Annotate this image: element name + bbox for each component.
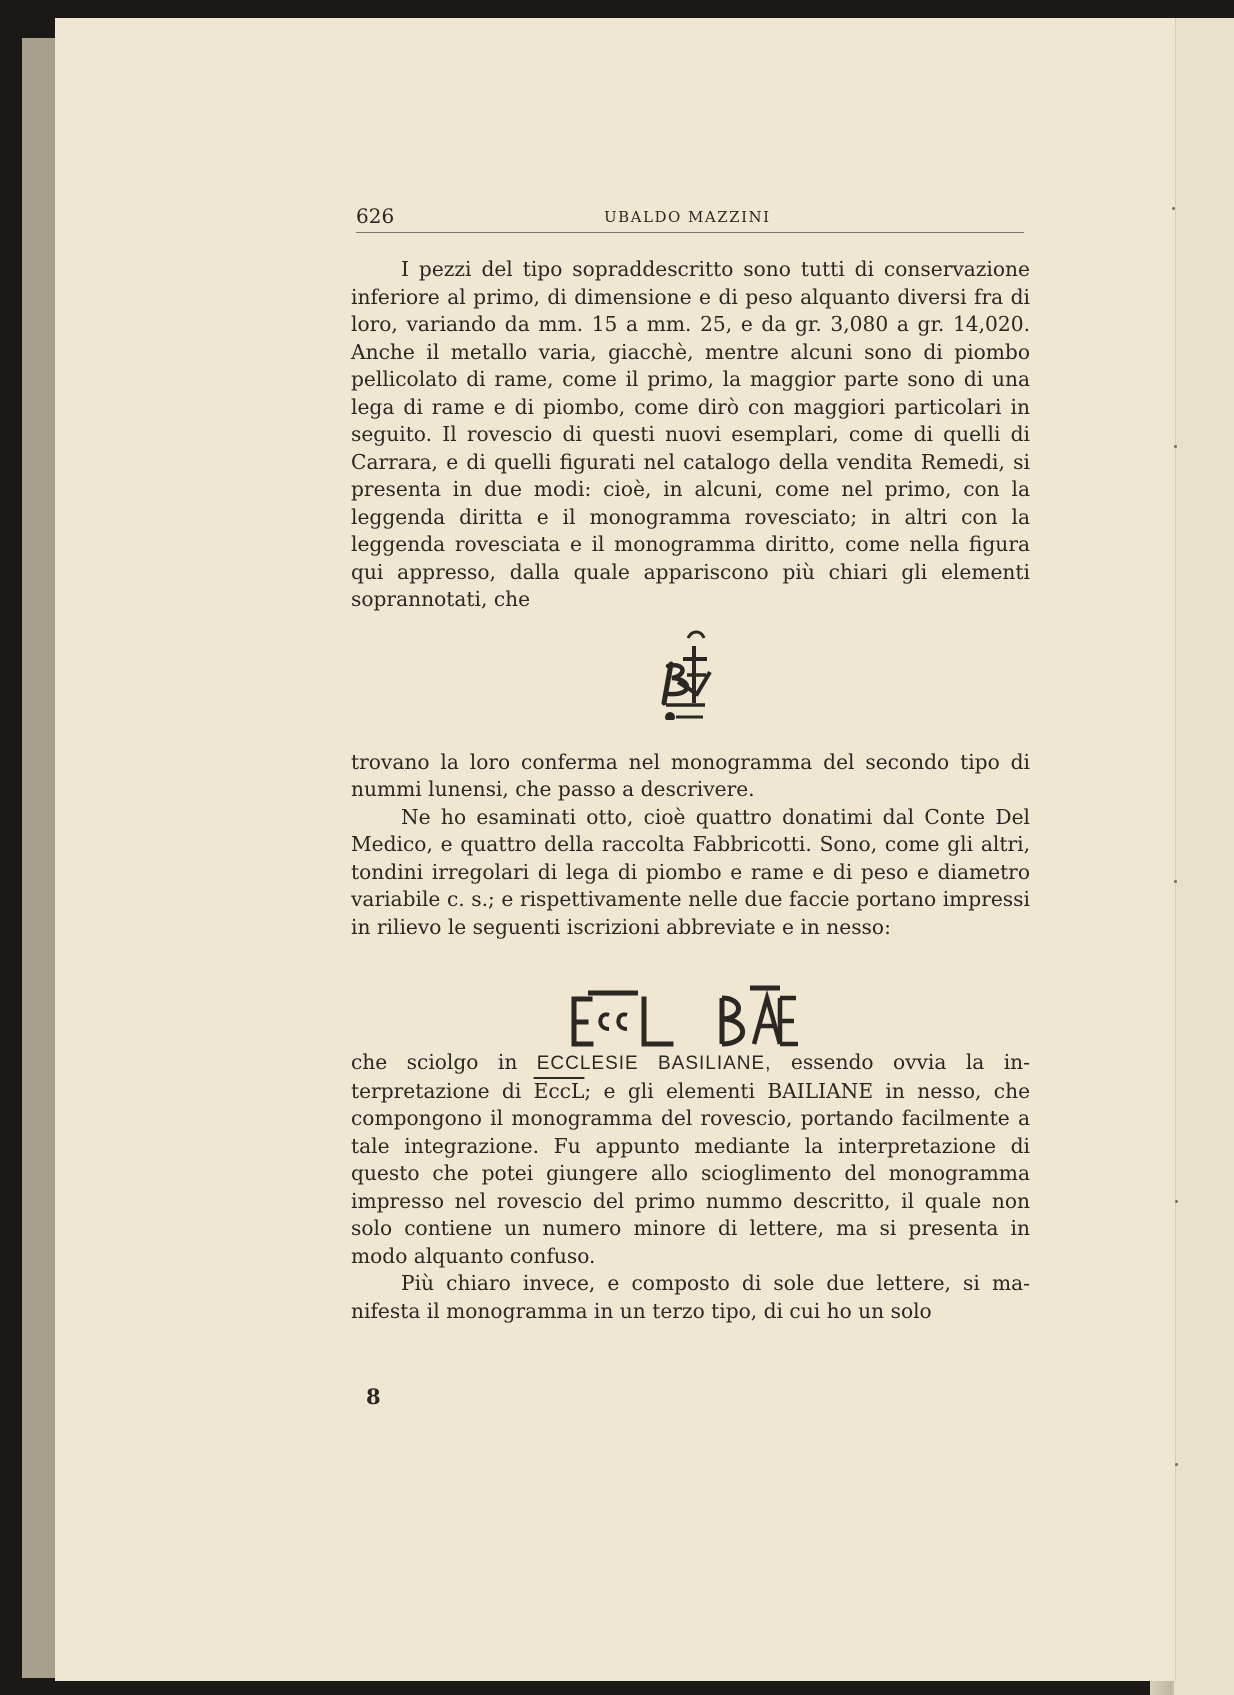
paragraph-2: trovano la loro conferma nel monogramma del secondo tipo di nummi lunensi, che passo a descrivere. (351, 749, 1030, 801)
binding-mark (1175, 1463, 1178, 1466)
binding-mark (1174, 880, 1177, 883)
body-text (351, 256, 1030, 1325)
paragraph-5: Più chiaro invece, e composto di sole due lettere, si manifesta il monogramma in un terzo tipo, di cui ho un solo (351, 1271, 1030, 1323)
page-number: 626 (356, 204, 395, 228)
paragraph-4-end: ; e gli elementi BAILIANE in nesso, che compongono il monogramma del rovescio, portando facilmente a tale integrazione. Fu appunto mediante la interpretazione di questo che potei giungere allo scioglimento del monogramma impresso nel rovescio del primo nummo descritto, il quale non solo contiene un numero minore di lettere, ma si presenta in modo alquanto confuso. (351, 1078, 1031, 1268)
page-header (356, 206, 1024, 233)
paragraph-3: Ne ho esaminati otto, cioè quattro donatimi dal Conte Del Medico, e quattro della raccolta Fabbricotti. Sono, come gli altri, tondini irregolari di lega di piombo e rame e di peso e diametro variabile c. s.; e rispettivamente nelle due faccie portano impressi in rilievo le seguenti iscrizioni abbreviate e in nesso: (351, 804, 1030, 939)
running-head: UBALDO MAZZINI (604, 208, 771, 226)
abbreviation: EccL (533, 1078, 585, 1103)
monogram-illustration (654, 628, 714, 720)
paragraph-4-middle: essendo ovvia la interpretazione di (351, 1050, 1030, 1103)
paragraph-4 (351, 1049, 1030, 1270)
next-page-edge (1172, 18, 1234, 1695)
signature-mark: 8 (366, 1384, 381, 1409)
binding-mark (1172, 207, 1175, 210)
expanded-inscription: ECCLESIE BASILIANE, (536, 1053, 772, 1074)
binding-mark (1174, 445, 1177, 448)
eccl-bae-inscription (566, 980, 821, 1050)
paragraph-1: I pezzi del tipo sopraddescritto sono tutti di conservazione inferiore al primo, di dimensione e di peso alquanto diversi fra di loro, variando da mm. 15 a mm. 25, e da gr. 3,080 a gr. 14,020. Anche il metallo varia, giacchè, mentre alcuni sono di piombo pellicolato di rame, come il primo, la maggior parte sono di una lega di rame e di piombo, come dirò con maggiori particolari in seguito. Il rovescio di questi nuovi esemplari, come di quelli di Carrara, e di quelli figurati nel catalogo della vendita Remedi, si presenta in due modi: cioè, in alcuni, come nel primo, con la leggenda diritta e il monogramma rovesciato; in altri con la leggenda rovesciata e il monogramma diritto, come nella figura qui appresso, dalla quale appariscono più chiari gli elementi soprannotati, che (351, 257, 1030, 611)
binding-mark (1175, 1200, 1178, 1203)
paragraph-4-start: che sciolgo in (351, 1050, 518, 1074)
